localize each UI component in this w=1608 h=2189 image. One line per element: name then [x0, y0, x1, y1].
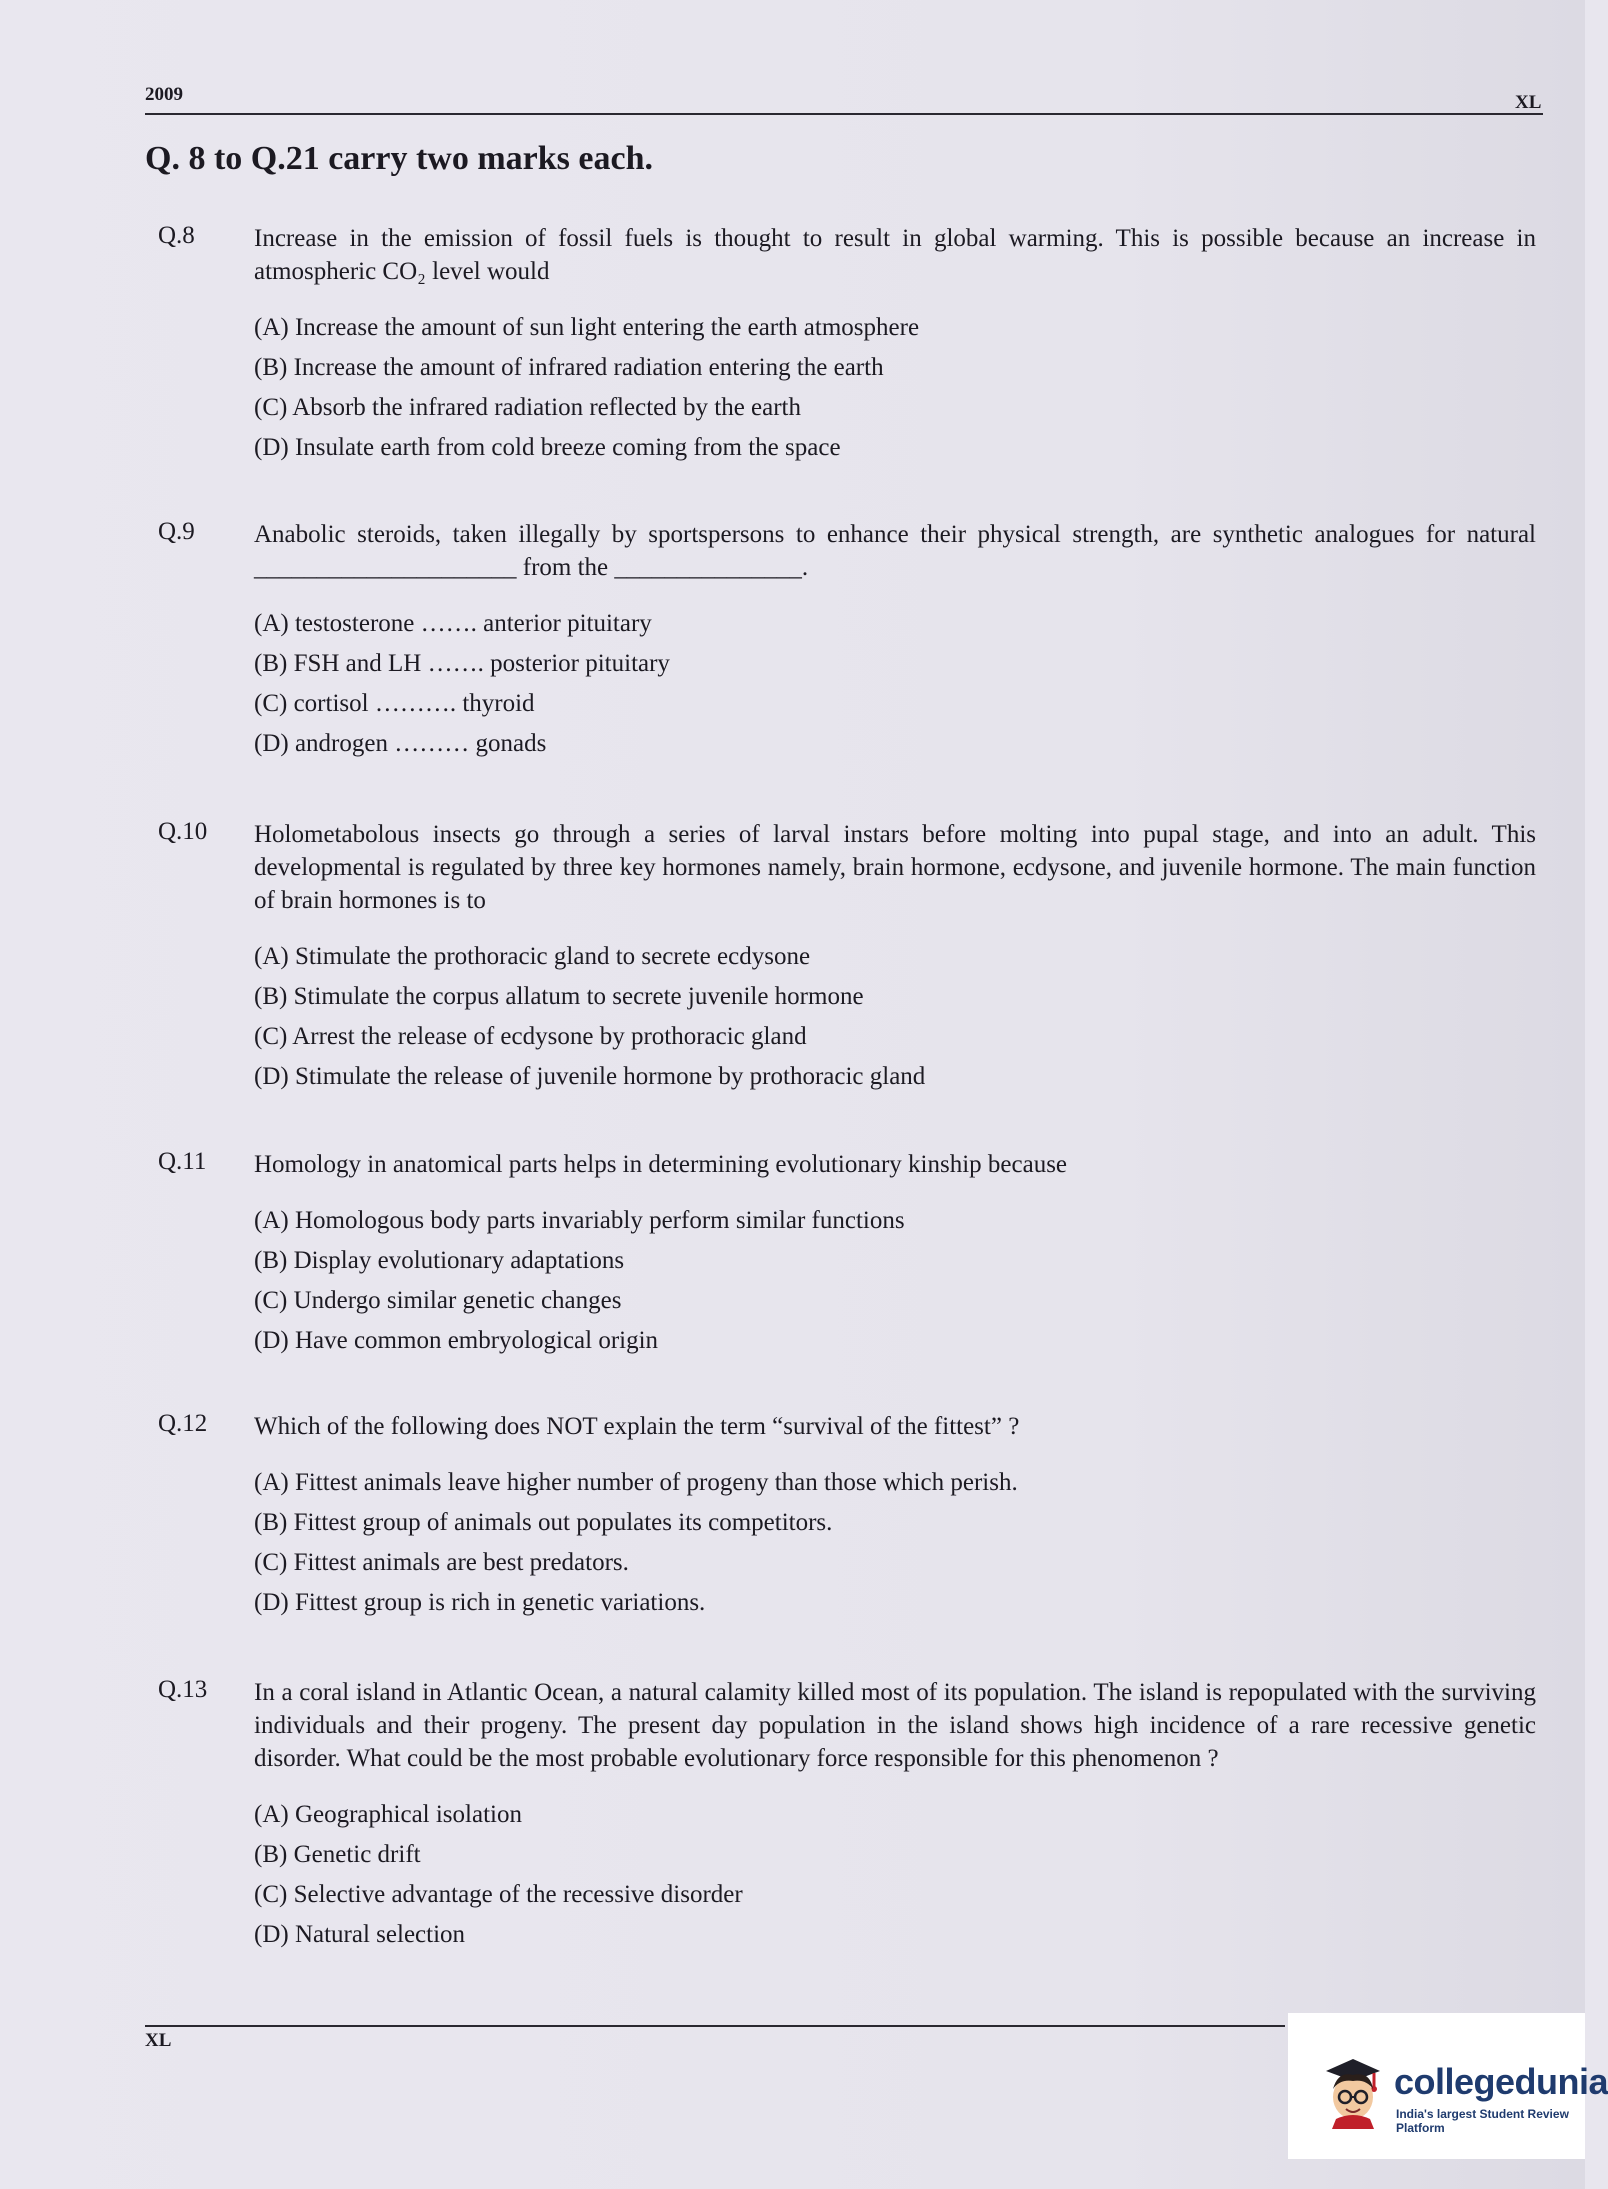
option-d: (D) Natural selection: [254, 1921, 466, 1948]
question-12: [158, 1410, 1536, 1623]
option-a: (A) Increase the amount of sun light entering the earth atmosphere: [254, 314, 920, 341]
student-avatar-icon: [1318, 2049, 1388, 2129]
option-c: (C) Fittest animals are best predators.: [254, 1549, 629, 1576]
option-c: (C) Absorb the infrared radiation reflected by the earth: [254, 394, 801, 421]
brand-tagline: India's largest Student Review Platform: [1396, 2107, 1569, 2135]
question-8: [158, 222, 1536, 468]
option-a: (A) Stimulate the prothoracic gland to secrete ecdysone: [254, 943, 811, 970]
question-number: Q.11: [158, 1148, 207, 1175]
footer-divider: [145, 2025, 1285, 2027]
option-list: [254, 1463, 1536, 1623]
option-b: (B) Increase the amount of infrared radiation entering the earth: [254, 354, 884, 381]
option-d: (D) Fittest group is rich in genetic variations.: [254, 1589, 706, 1616]
option-a: (A) testosterone ……. anterior pituitary: [254, 610, 652, 637]
question-text: Which of the following does NOT explain the term “survival of the fittest” ?: [254, 1413, 1020, 1440]
collegedunia-watermark: [1288, 2013, 1608, 2159]
question-number: Q.10: [158, 818, 208, 845]
option-d: (D) Insulate earth from cold breeze coming from the space: [254, 434, 841, 461]
option-list: [254, 1201, 1536, 1361]
option-a: (A) Fittest animals leave higher number of progeny than those which perish.: [254, 1469, 1018, 1496]
option-a: (A) Geographical isolation: [254, 1801, 522, 1828]
option-list: [254, 1795, 1536, 1955]
option-c: (C) Undergo similar genetic changes: [254, 1287, 622, 1314]
question-text: In a coral island in Atlantic Ocean, a natural calamity killed most of its population. The island is repopulated with the surviving individuals and their progeny. The present day population in the island shows high incidence of a rare recessive genetic disorder. What could be the most probable evolutionary force responsible for this phenomenon ?: [254, 1679, 1536, 1772]
question-number: Q.9: [158, 518, 195, 545]
header-paper-code: XL: [1515, 92, 1542, 113]
question-number: Q.8: [158, 222, 195, 249]
option-a: (A) Homologous body parts invariably perform similar functions: [254, 1207, 905, 1234]
option-d: (D) Have common embryological origin: [254, 1327, 659, 1354]
question-11: [158, 1148, 1536, 1361]
question-text: Homology in anatomical parts helps in determining evolutionary kinship because: [254, 1151, 1068, 1178]
option-c: (C) cortisol ………. thyroid: [254, 690, 535, 717]
option-b: (B) Genetic drift: [254, 1841, 421, 1868]
option-c: (C) Arrest the release of ecdysone by prothoracic gland: [254, 1023, 807, 1050]
option-b: (B) FSH and LH ……. posterior pituitary: [254, 650, 670, 677]
question-text: Anabolic steroids, taken illegally by sportspersons to enhance their physical strength, are synthetic analogues for natural _____________________ from the _______________.: [254, 521, 1536, 581]
option-list: [254, 308, 1536, 468]
option-list: [254, 937, 1536, 1097]
question-9: [158, 518, 1536, 764]
question-10: [158, 818, 1536, 1097]
option-list: [254, 604, 1536, 764]
option-b: (B) Fittest group of animals out populates its competitors.: [254, 1509, 833, 1536]
brand-name: collegedunia: [1394, 2061, 1608, 2102]
section-title: Q. 8 to Q.21 carry two marks each.: [145, 140, 654, 177]
option-b: (B) Stimulate the corpus allatum to secrete juvenile hormone: [254, 983, 864, 1010]
question-number: Q.13: [158, 1676, 208, 1703]
option-d: (D) Stimulate the release of juvenile hormone by prothoracic gland: [254, 1063, 926, 1090]
question-text: Holometabolous insects go through a series of larval instars before molting into pupal stage, and into an adult. This developmental is regulated by three key hormones namely, brain hormone, ecdysone, and juvenile hormone. The main function of brain hormones is to: [254, 821, 1536, 914]
question-13: [158, 1676, 1536, 1955]
option-b: (B) Display evolutionary adaptations: [254, 1247, 625, 1274]
header-year: 2009: [145, 84, 183, 105]
header-divider: [145, 113, 1543, 115]
question-text: Increase in the emission of fossil fuels is thought to result in global warming. This is possible because an increase in atmospheric CO₂ level would: [254, 225, 1536, 285]
footer-paper-code: XL: [145, 2030, 172, 2051]
question-number: Q.12: [158, 1410, 208, 1437]
option-d: (D) androgen ……… gonads: [254, 730, 547, 757]
option-c: (C) Selective advantage of the recessive disorder: [254, 1881, 743, 1908]
